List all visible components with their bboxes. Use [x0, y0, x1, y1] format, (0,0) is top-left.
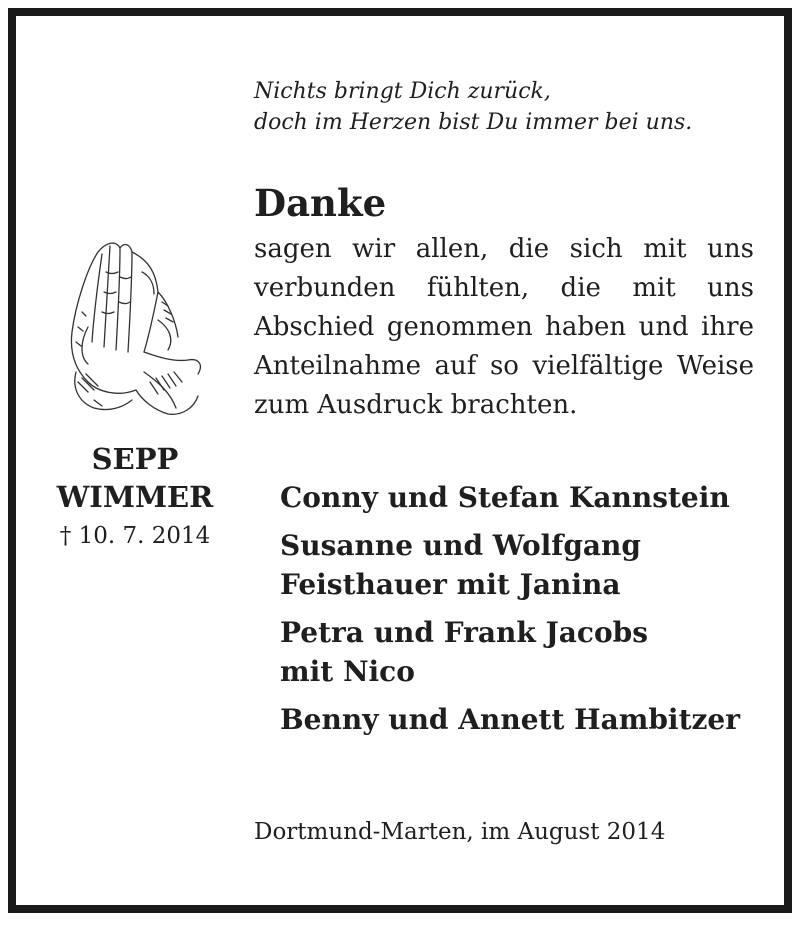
deceased-last-name: WIMMER [56, 480, 214, 514]
place-date: Dortmund-Marten, im August 2014 [254, 819, 666, 845]
cross-symbol: † [59, 523, 72, 549]
mourner-line: Conny und Stefan Kannstein [280, 481, 730, 514]
thanks-body: sagen wir allen, die sich mit uns verbunden fühlten, die mit uns Abschied genommen haben und ihre Anteilnahme auf so vielfältige Weise zum Ausdruck brachten. [254, 234, 754, 420]
motto [254, 76, 692, 138]
praying-hands-icon [58, 232, 208, 422]
death-line [40, 519, 230, 553]
motto-line-1: Nichts bringt Dich zurück, [254, 79, 551, 104]
motto-line-2: doch im Herzen bist Du immer bei uns. [254, 110, 693, 135]
mourner-entry [280, 526, 770, 604]
deceased-first-name: SEPP [91, 442, 179, 476]
mourner-line: Petra und Frank Jacobs [280, 616, 648, 649]
death-date: 10. 7. 2014 [78, 523, 211, 549]
mourner-entry [280, 478, 770, 517]
mourner-line: Feisthauer mit Janina [280, 568, 621, 601]
mourner-line: Benny und Annett Hambitzer [280, 703, 740, 736]
mourners-list [280, 478, 770, 748]
mourner-entry [280, 700, 770, 739]
deceased-name [40, 440, 230, 516]
mourner-entry [280, 613, 770, 691]
mourner-line: Susanne und Wolfgang [280, 529, 641, 562]
mourner-line: mit Nico [280, 655, 415, 688]
thanks-heading: Danke [254, 181, 387, 225]
